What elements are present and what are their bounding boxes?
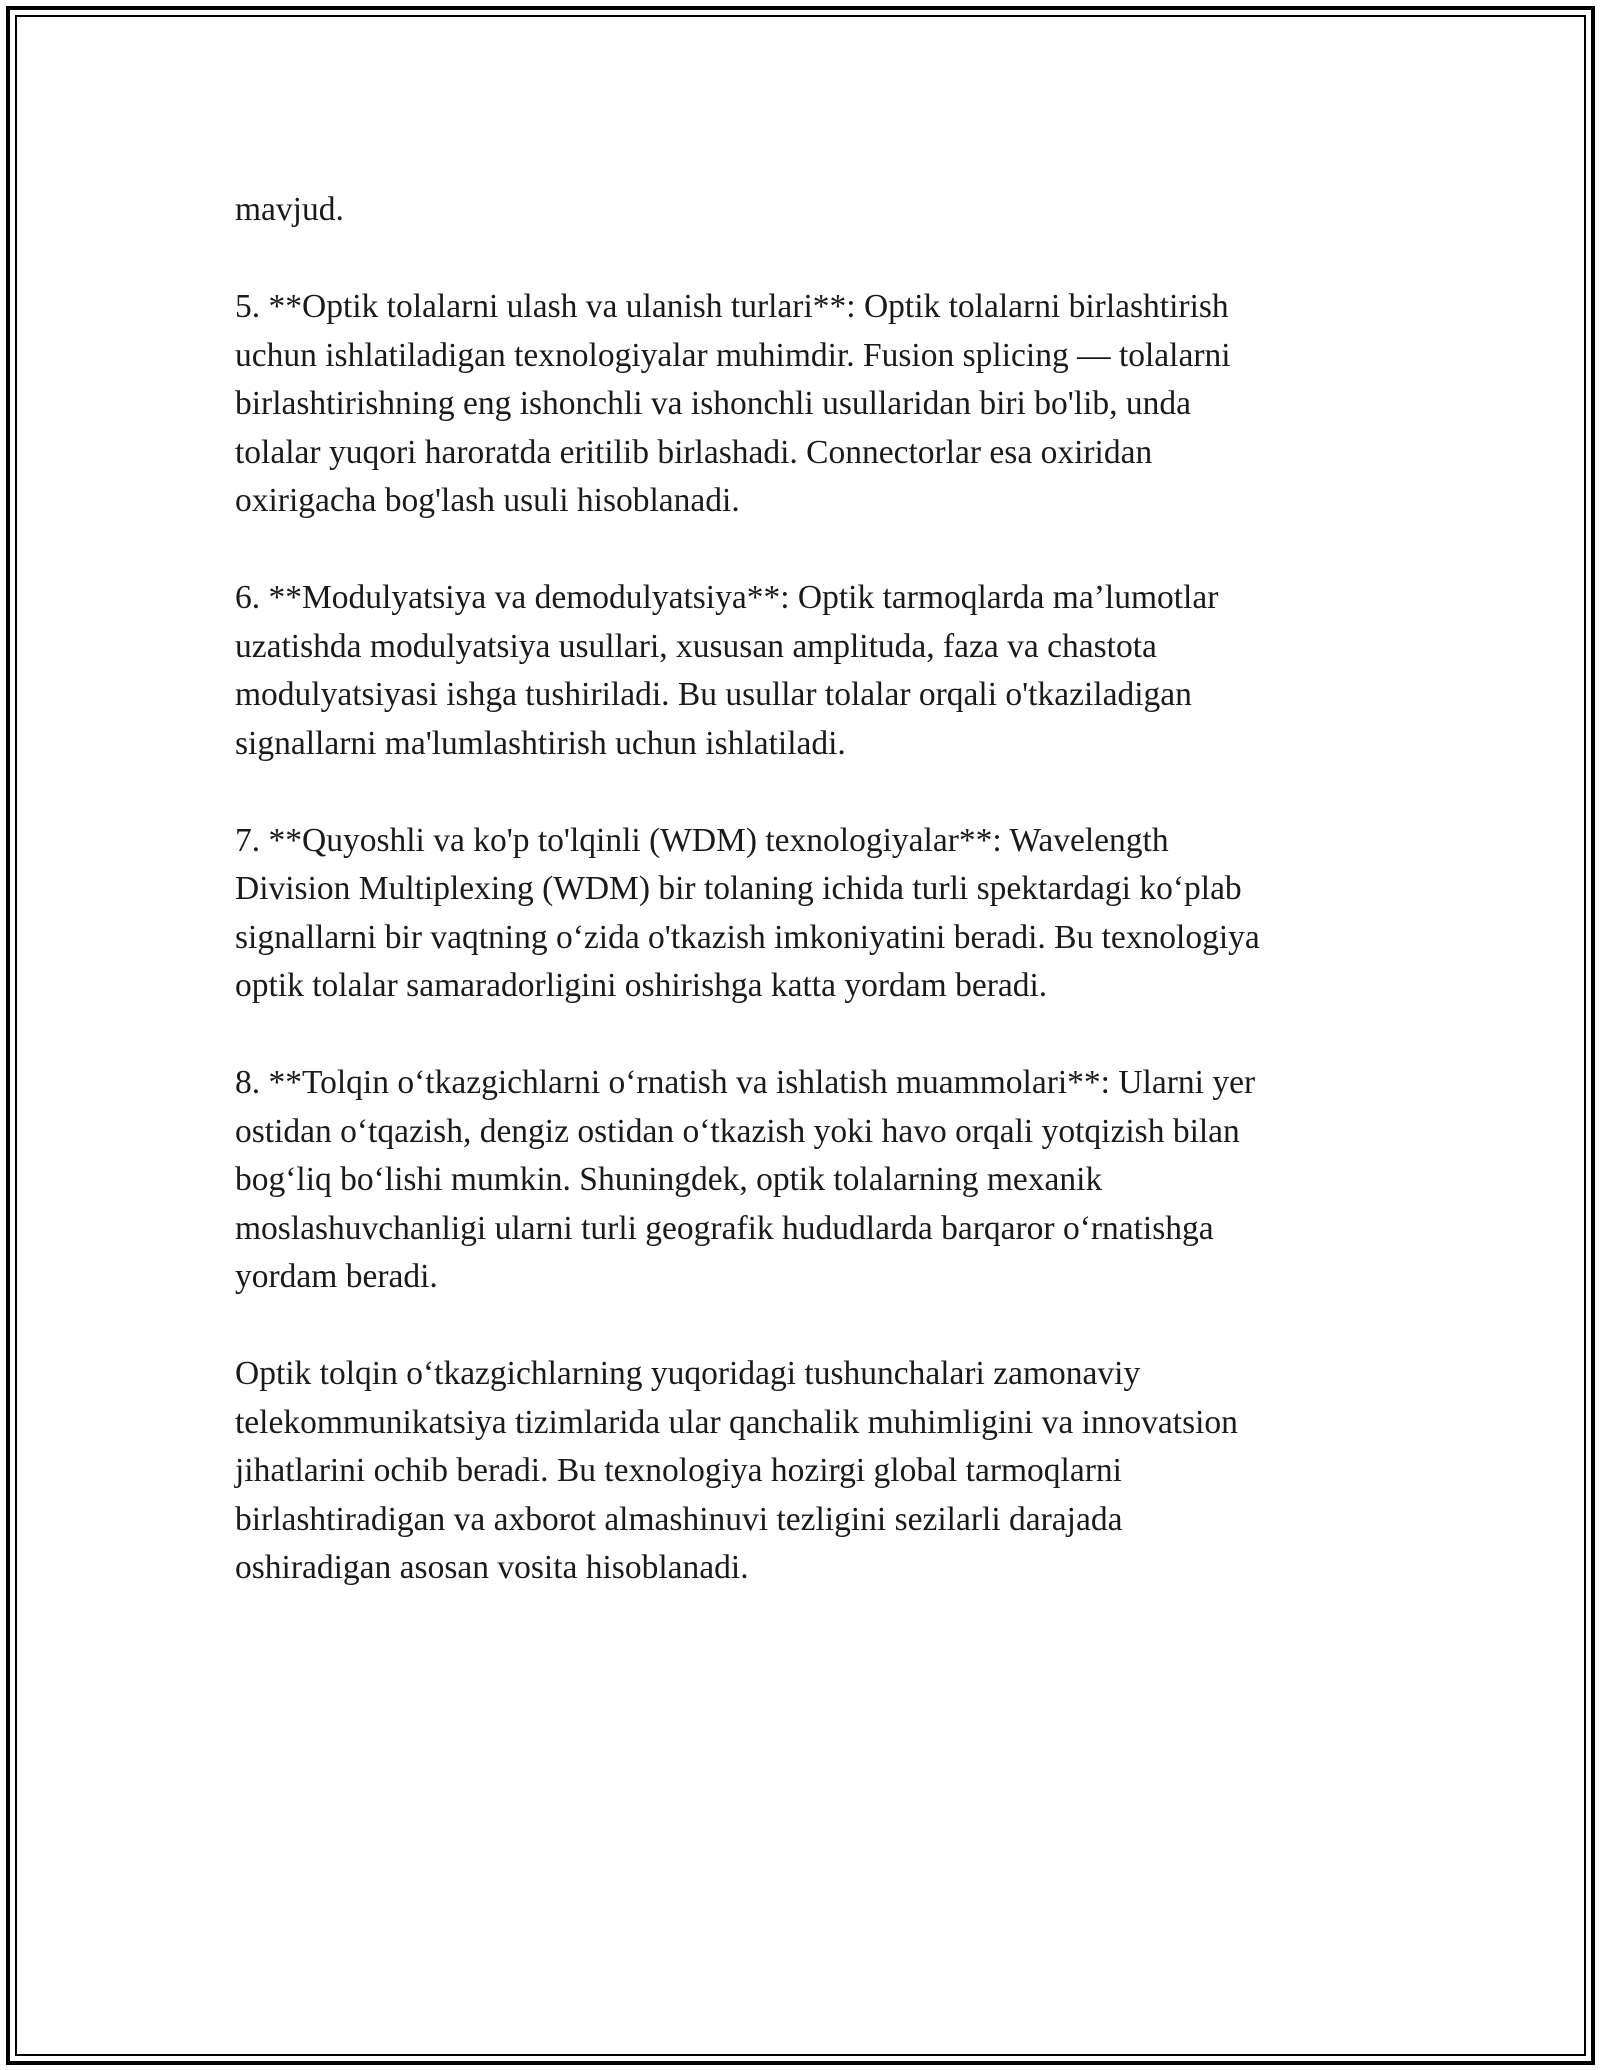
- text-line: mavjud.: [235, 191, 344, 228]
- paragraph-conclusion: [235, 1350, 1375, 1593]
- text-line: 6. **Modulyatsiya va demodulyatsiya**: Optik tarmoqlarda ma’lumotlar: [235, 579, 1219, 616]
- text-line: optik tolalar samaradorligini oshirishga katta yordam beradi.: [235, 967, 1048, 1004]
- text-line: 7. **Quyoshli va ko'p to'lqinli (WDM) texnologiyalar**: Wavelength: [235, 821, 1169, 859]
- text-line: oxirigacha bog'lash usuli hisoblanadi.: [235, 482, 740, 519]
- text-line: tolalar yuqori haroratda eritilib birlashadi. Connectorlar esa oxiridan: [235, 433, 1153, 471]
- paragraph-item-8: [235, 1059, 1375, 1302]
- text-line: oshiradigan asosan vosita hisoblanadi.: [235, 1549, 749, 1586]
- text-line: uchun ishlatiladigan texnologiyalar muhimdir. Fusion splicing — tolalarni: [235, 336, 1231, 374]
- text-line: 8. **Tolqin o‘tkazgichlarni o‘rnatish va ishlatish muammolari**: Ularni yer: [235, 1064, 1256, 1101]
- text-line: modulyatsiyasi ishga tushiriladi. Bu usullar tolalar orqali o'tkaziladigan: [235, 676, 1192, 713]
- text-line: ostidan o‘tqazish, dengiz ostidan o‘tkazish yoki havo orqali yotqizish bilan: [235, 1112, 1240, 1150]
- text-line: uzatishda modulyatsiya usullari, xususan amplituda, faza va chastota: [235, 627, 1157, 665]
- paragraph-item-7: [235, 817, 1375, 1011]
- paragraph-item-5: [235, 283, 1375, 526]
- text-line: telekommunikatsiya tizimlarida ular qanchalik muhimligini va innovatsion: [235, 1403, 1238, 1441]
- text-line: moslashuvchanligi ularni turli geografik hududlarda barqaror o‘rnatishga: [235, 1209, 1214, 1247]
- text-line: signallarni ma'lumlashtirish uchun ishlatiladi.: [235, 724, 846, 762]
- document-body: [235, 186, 1375, 1641]
- text-line: bog‘liq bo‘lishi mumkin. Shuningdek, optik tolalarning mexanik: [235, 1161, 1103, 1198]
- paragraph-item-6: [235, 574, 1375, 768]
- text-line: Optik tolqin o‘tkazgichlarning yuqoridagi tushunchalari zamonaviy: [235, 1355, 1141, 1392]
- text-line: jihatlarini ochib beradi. Bu texnologiya hozirgi global tarmoqlarni: [235, 1452, 1122, 1489]
- text-line: yordam beradi.: [235, 1258, 438, 1295]
- text-line: 5. **Optik tolalarni ulash va ulanish turlari**: Optik tolalarni birlashtirish: [235, 288, 1229, 325]
- text-line: signallarni bir vaqtning o‘zida o'tkazish imkoniyatini beradi. Bu texnologiya: [235, 918, 1260, 956]
- text-line: birlashtiradigan va axborot almashinuvi tezligini sezilarli darajada: [235, 1500, 1123, 1538]
- text-line: Division Multiplexing (WDM) bir tolaning ichida turli spektardagi ko‘plab: [235, 870, 1242, 907]
- text-line: birlashtirishning eng ishonchli va ishonchli usullaridan biri bo'lib, unda: [235, 385, 1192, 422]
- paragraph-continuation: [235, 186, 1375, 235]
